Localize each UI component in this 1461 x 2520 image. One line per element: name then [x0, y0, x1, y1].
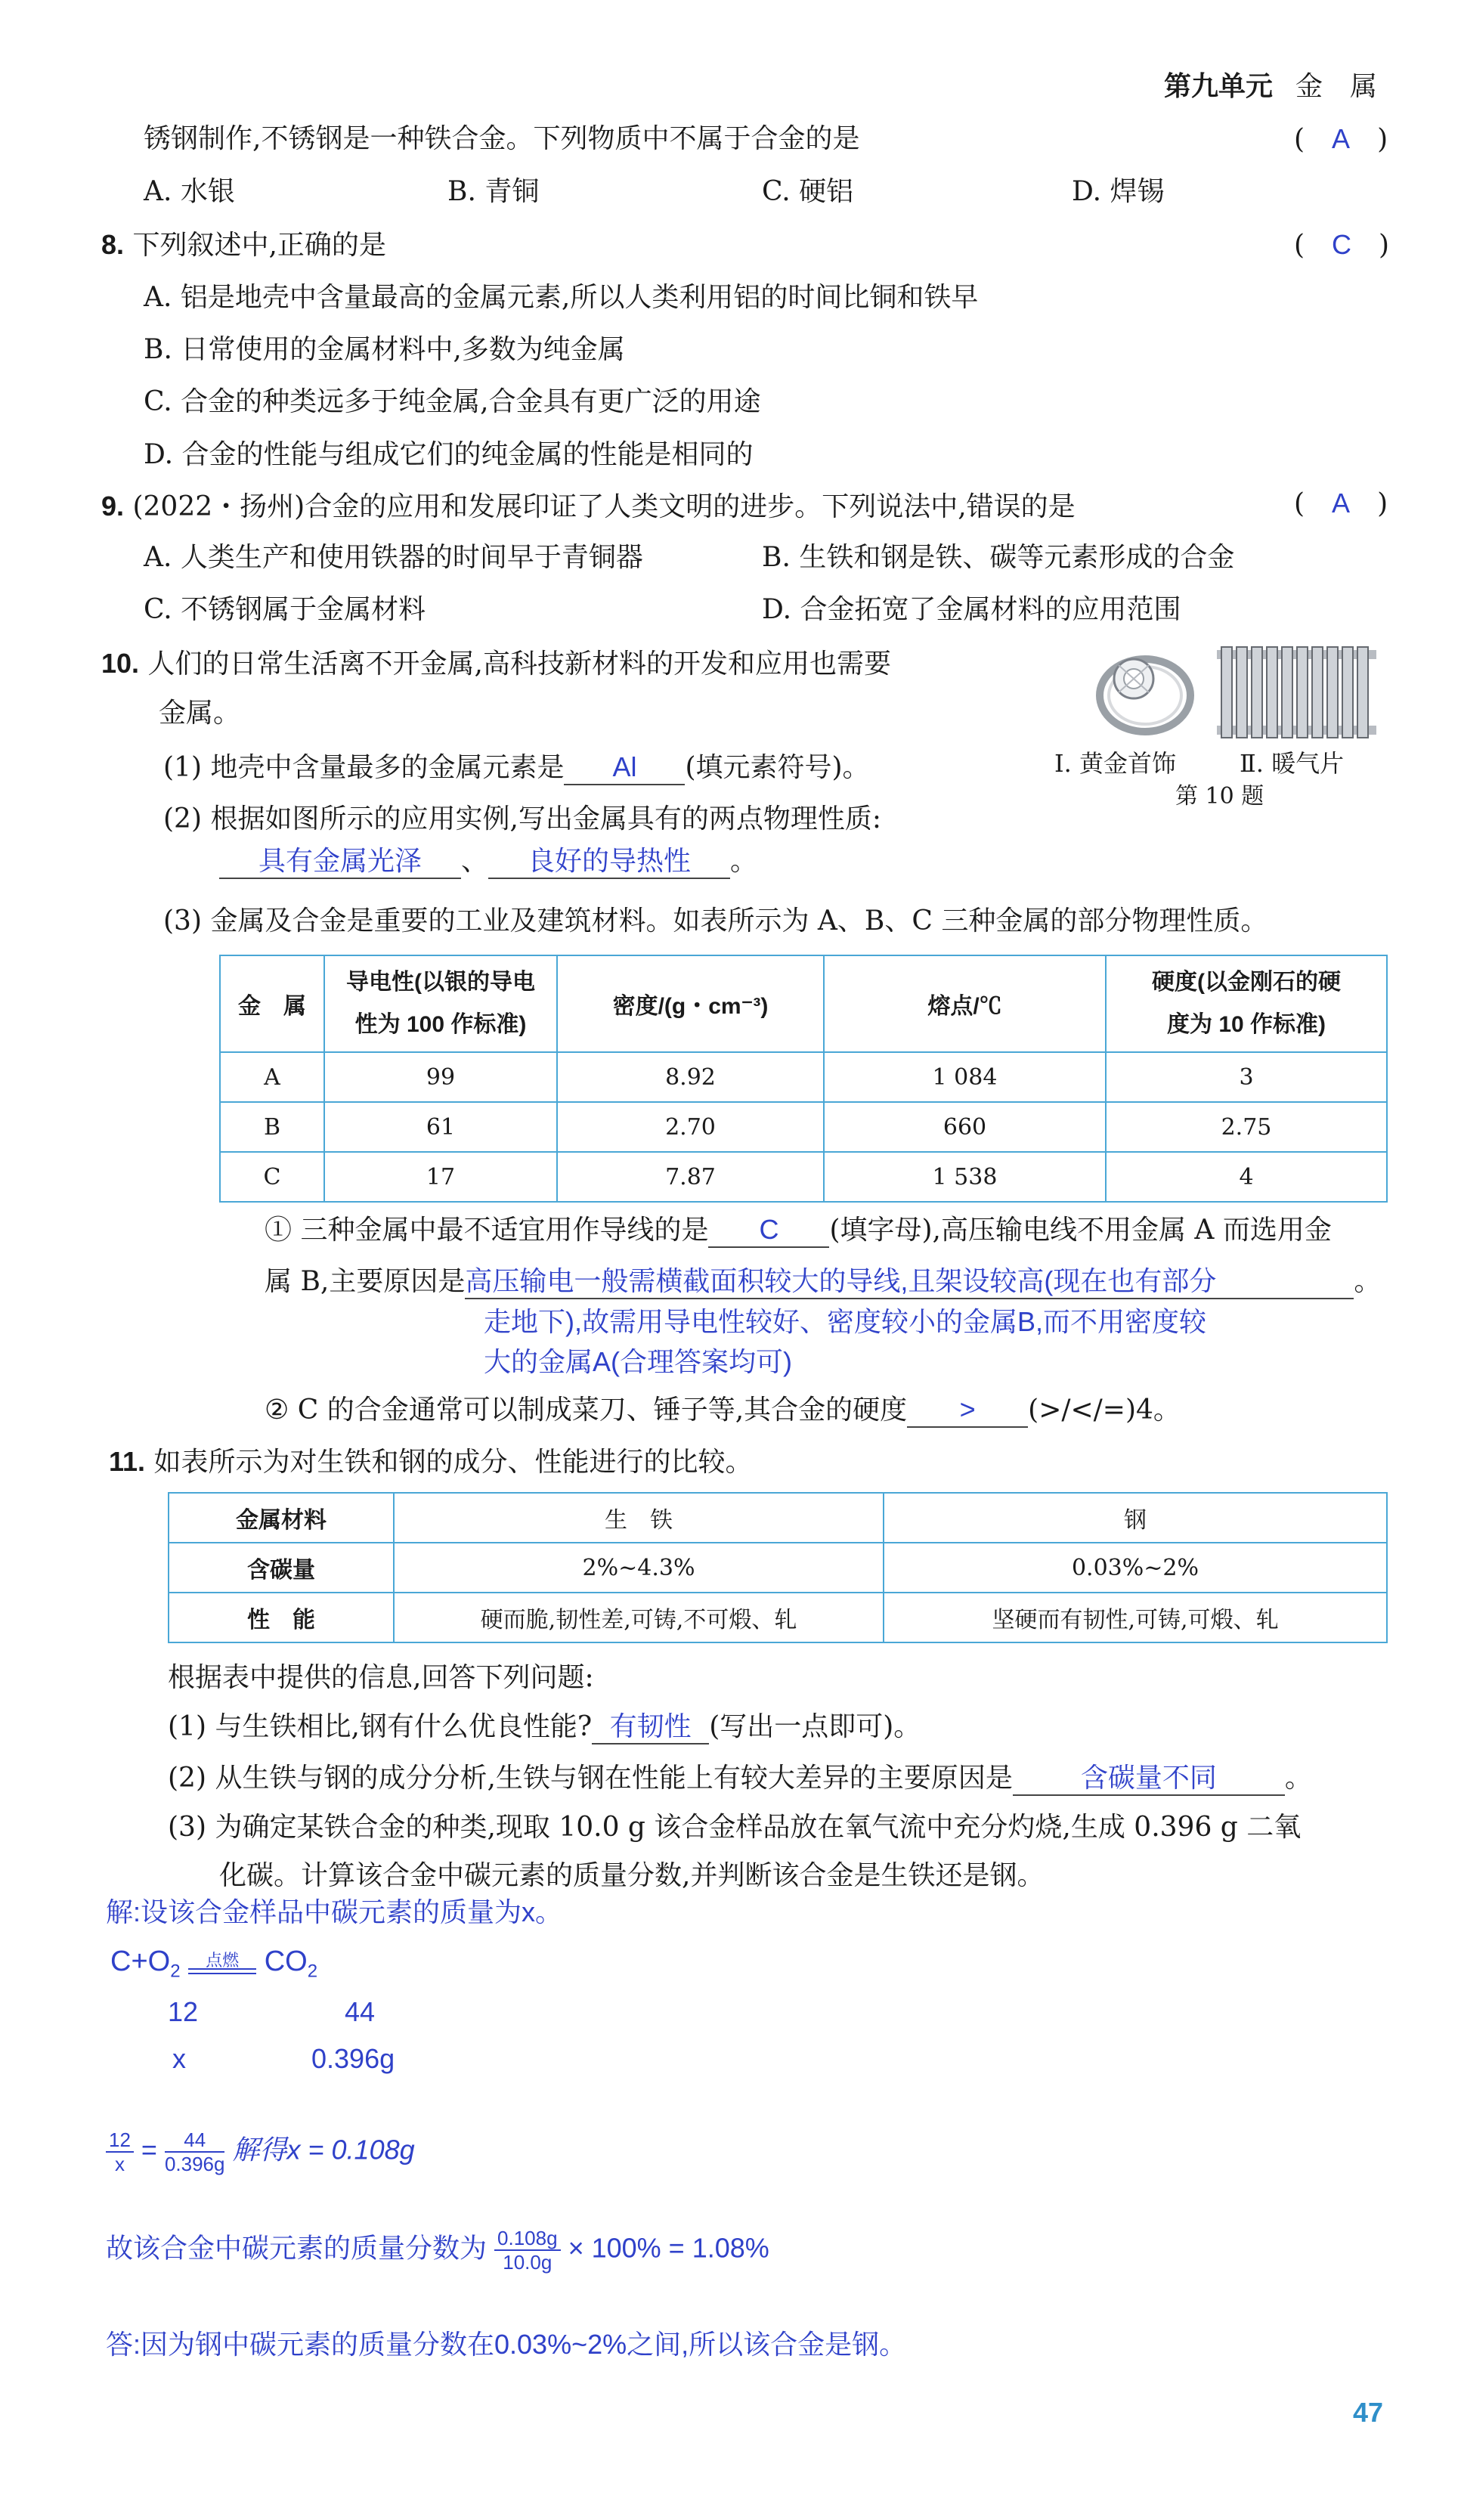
- q10-s1-reason-line3: 大的金属A(合理答案均可): [484, 1346, 792, 1377]
- q11-stem-text: 如表所示为对生铁和钢的成分、性能进行的比较。: [153, 1447, 753, 1478]
- q9-answer-box: ( A ): [1294, 488, 1388, 519]
- q10-s1-suffix: (填字母),高压输电线不用金属 A 而选用金: [829, 1215, 1332, 1246]
- cell: 3: [1106, 1052, 1387, 1102]
- q10-s2-suffix: (>/</=)4。: [1028, 1395, 1181, 1426]
- cell: B: [220, 1102, 324, 1152]
- frac2-numerator: 44: [165, 2128, 225, 2153]
- metal-properties-table: [219, 955, 1388, 1203]
- eq-condition: 点燃: [206, 1950, 240, 1970]
- table-row: [169, 1543, 1387, 1593]
- frac1-numerator: 12: [106, 2128, 134, 2153]
- table-header-steel: 钢: [884, 1493, 1387, 1543]
- proportion-equation: $\frac{12}{x}$ = $\frac{44}{0.396g}$ 解得x = 0.108g: [106, 2128, 415, 2175]
- q11-number: 11.: [109, 1446, 146, 1477]
- solution-setup: 解:设该合金样品中碳元素的质量为x。: [106, 1896, 563, 1927]
- q9-option-b: B. 生铁和钢是铁、碳等元素形成的合金: [762, 542, 1235, 573]
- q9-answer: A: [1332, 488, 1351, 519]
- table-header-hardness: [1106, 955, 1387, 1052]
- cell: 2.75: [1106, 1102, 1387, 1152]
- q11-p2-text: (2) 从生铁与钢的成分分析,生铁与钢在性能上有较大差异的主要原因是: [168, 1763, 1013, 1794]
- iron-steel-table: [168, 1492, 1388, 1643]
- q7-stem: 锈钢制作,不锈钢是一种铁合金。下列物质中不属于合金的是: [144, 123, 860, 154]
- eq-product: CO: [264, 1946, 308, 1977]
- cell: 1 084: [824, 1052, 1106, 1102]
- q8-number: 8.: [101, 229, 125, 260]
- q7-answer-box: ( A ): [1294, 123, 1388, 155]
- q11-p1-answer: 有韧性: [592, 1710, 709, 1744]
- q8-option-a: A. 铝是地壳中含量最高的金属元素,所以人类利用铝的时间比铜和铁早: [144, 282, 979, 313]
- cell: 99: [324, 1052, 557, 1102]
- chapter-topic: 金 属: [1295, 70, 1378, 101]
- q11-p1-suffix: (写出一点即可)。: [709, 1711, 921, 1742]
- ratio-result: × 100% = 1.08%: [568, 2232, 769, 2264]
- header-conductivity-line1: 导电性(以银的导电: [346, 970, 535, 995]
- q10-p2-answer2: 良好的导热性: [488, 844, 730, 879]
- q11-part3-line1: (3) 为确定某铁合金的种类,现取 10.0 g 该合金样品放在氧气流中充分灼烧,生成 0.396 g 二氧: [168, 1812, 1302, 1843]
- ratio-numerator: 0.108g: [494, 2227, 561, 2251]
- q9-option-a: A. 人类生产和使用铁器的时间早于青铜器: [144, 542, 643, 573]
- eq-reactants: C+O: [110, 1946, 171, 1977]
- mass-fraction-line: [106, 2227, 769, 2274]
- cell: 硬而脆,韧性差,可铸,不可煅、轧: [394, 1593, 884, 1642]
- table-header-material: 金属材料: [169, 1493, 394, 1543]
- cell: 含碳量: [169, 1543, 394, 1593]
- q10-sub2: [265, 1393, 1181, 1428]
- radiator-image: [1215, 644, 1378, 741]
- page-number: 47: [1353, 2397, 1384, 2428]
- q7-option-b: B. 青铜: [447, 176, 540, 207]
- q11-stem: [109, 1445, 753, 1479]
- cell: 4: [1106, 1152, 1387, 1202]
- final-answer: 答:因为钢中碳元素的质量分数在0.03%~2%之间,所以该合金是钢。: [106, 2329, 907, 2360]
- cell: 8.92: [557, 1052, 824, 1102]
- q10-stem-line1: 人们的日常生活离不开金属,高科技新材料的开发和应用也需要: [147, 649, 891, 680]
- q7-option-c: C. 硬铝: [762, 176, 854, 207]
- table-header-conductivity: [324, 955, 557, 1052]
- q10-stem: [101, 647, 891, 681]
- ratio-denominator: 10.0g: [503, 2251, 553, 2274]
- table-header-melting: 熔点/℃: [824, 955, 1106, 1052]
- cell: 1 538: [824, 1152, 1106, 1202]
- q10-s1-end: 。: [1354, 1266, 1382, 1297]
- q11-part1: [168, 1710, 921, 1744]
- fraction-12-x: [106, 2128, 134, 2175]
- table-row: [220, 1052, 1387, 1102]
- q10-s1-line2-text: 属 B,主要原因是: [265, 1266, 466, 1297]
- q9-stem: [101, 490, 1076, 524]
- chapter-title: 第九单元: [1164, 70, 1274, 101]
- figure-caption-gold: I. 黄金首饰: [1054, 749, 1176, 778]
- q11-p2-end: 。: [1284, 1763, 1312, 1794]
- gold-ring-image: [1081, 642, 1209, 741]
- figure-title: 第 10 题: [1175, 783, 1264, 810]
- q10-sub1: [265, 1213, 1332, 1248]
- q10-stem-line2: 金属。: [159, 698, 241, 729]
- q10-p1-suffix: (填元素符号)。: [685, 752, 870, 783]
- cell: 2.70: [557, 1102, 824, 1152]
- q10-number: 10.: [101, 648, 140, 679]
- cell: C: [220, 1152, 324, 1202]
- q10-p2-separator: 、: [461, 846, 489, 877]
- q11-part3-line2: 化碳。计算该合金中碳元素的质量分数,并判断该合金是生铁还是钢。: [219, 1860, 1045, 1891]
- ratio-text: 故该合金中碳元素的质量分数为: [106, 2232, 488, 2264]
- q8-stem: [101, 228, 386, 262]
- chapter-header: [1164, 70, 1377, 103]
- q7-option-d: D. 焊锡: [1072, 176, 1165, 207]
- q10-part2-answers: [219, 844, 757, 879]
- q10-p1-text: (1) 地壳中含量最多的金属元素是: [163, 752, 565, 783]
- q10-part2: (2) 根据如图所示的应用实例,写出金属具有的两点物理性质:: [163, 803, 882, 834]
- fraction-44-mass: [165, 2128, 225, 2175]
- eq-reactant-subscript: 2: [170, 1961, 181, 1982]
- q7-option-a: A. 水银: [144, 176, 235, 207]
- cell: 17: [324, 1152, 557, 1202]
- cell: 660: [824, 1102, 1106, 1152]
- cell: 性 能: [169, 1593, 394, 1642]
- chemical-equation: [110, 1944, 317, 1989]
- figure-caption-radiator: Ⅱ. 暖气片: [1240, 749, 1345, 778]
- frac1-denominator: x: [114, 2153, 125, 2175]
- q10-p2-answer1: 具有金属光泽: [219, 844, 461, 879]
- q10-s1-reason-line1: 高压输电一般需横截面积较大的导线,且架设较高(现在也有部分: [465, 1265, 1354, 1299]
- header-conductivity-line2: 性为 100 作标准): [354, 1012, 527, 1037]
- q8-option-c: C. 合金的种类远多于纯金属,合金具有更广泛的用途: [144, 386, 761, 417]
- q11-p1-text: (1) 与生铁相比,钢有什么优良性能?: [168, 1711, 593, 1742]
- cell: 7.87: [557, 1152, 824, 1202]
- cell: A: [220, 1052, 324, 1102]
- q10-s1-text: ① 三种金属中最不适宜用作导线的是: [265, 1215, 709, 1246]
- q9-stem-text: (2022・扬州)合金的应用和发展印证了人类文明的进步。下列说法中,错误的是: [132, 491, 1076, 522]
- cell: 坚硬而有韧性,可铸,可煅、轧: [884, 1593, 1387, 1642]
- q10-s1-reason-line2: 走地下),故需用导电性较好、密度较小的金属B,而不用密度较: [484, 1306, 1207, 1337]
- q10-part1: [163, 751, 870, 785]
- q10-sub1-line2: [265, 1265, 1381, 1299]
- q7-answer: A: [1332, 123, 1351, 154]
- q11-part2: [168, 1761, 1312, 1796]
- q8-answer-box: ( C ): [1294, 229, 1390, 261]
- q10-s2-text: ② C 的合金通常可以制成菜刀、锤子等,其合金的硬度: [265, 1395, 908, 1426]
- header-hardness-line2: 度为 10 作标准): [1166, 1012, 1326, 1037]
- eq-arrow: [188, 1952, 256, 1974]
- table-header-pig-iron: 生 铁: [394, 1493, 884, 1543]
- cell: 2%~4.3%: [394, 1543, 884, 1593]
- q8-stem-text: 下列叙述中,正确的是: [132, 230, 386, 261]
- header-hardness-line1: 硬度(以金刚石的硬: [1152, 970, 1341, 995]
- q11-intro: 根据表中提供的信息,回答下列问题:: [168, 1662, 594, 1693]
- table-row: [169, 1593, 1387, 1642]
- q8-option-d: D. 合金的性能与组成它们的纯金属的性能是相同的: [144, 439, 754, 470]
- unknown-x: x: [172, 2043, 186, 2074]
- molar-mass-co2: 44: [345, 1996, 376, 2027]
- q10-p2-end: 。: [730, 846, 758, 877]
- q8-answer: C: [1332, 229, 1352, 260]
- table-row: [220, 1102, 1387, 1152]
- q10-s2-answer: >: [907, 1393, 1028, 1428]
- q10-part3: (3) 金属及合金是重要的工业及建筑材料。如表所示为 A、B、C 三种金属的部分物理性质。: [163, 906, 1268, 936]
- q9-option-d: D. 合金拓宽了金属材料的应用范围: [762, 594, 1181, 625]
- q10-s1-answer: C: [708, 1213, 829, 1248]
- q10-p1-answer: Al: [564, 751, 685, 785]
- cell: 61: [324, 1102, 557, 1152]
- eq-product-subscript: 2: [307, 1961, 318, 1982]
- table-row: [220, 1152, 1387, 1202]
- q8-option-b: B. 日常使用的金属材料中,多数为纯金属: [144, 334, 625, 365]
- q9-number: 9.: [101, 491, 125, 522]
- solve-result: 解得x = 0.108g: [232, 2134, 415, 2166]
- table-header-metal: 金 属: [220, 955, 324, 1052]
- cell: 0.03%~2%: [884, 1543, 1387, 1593]
- q9-option-c: C. 不锈钢属于金属材料: [144, 594, 426, 625]
- molar-mass-c: 12: [168, 1996, 199, 2027]
- frac2-denominator: 0.396g: [164, 2153, 225, 2175]
- q11-p2-answer: 含碳量不同: [1013, 1761, 1285, 1796]
- table-header-density: 密度/(g・cm⁻³): [557, 955, 824, 1052]
- fraction-ratio: [494, 2227, 561, 2274]
- mass-co2: 0.396g: [311, 2043, 395, 2074]
